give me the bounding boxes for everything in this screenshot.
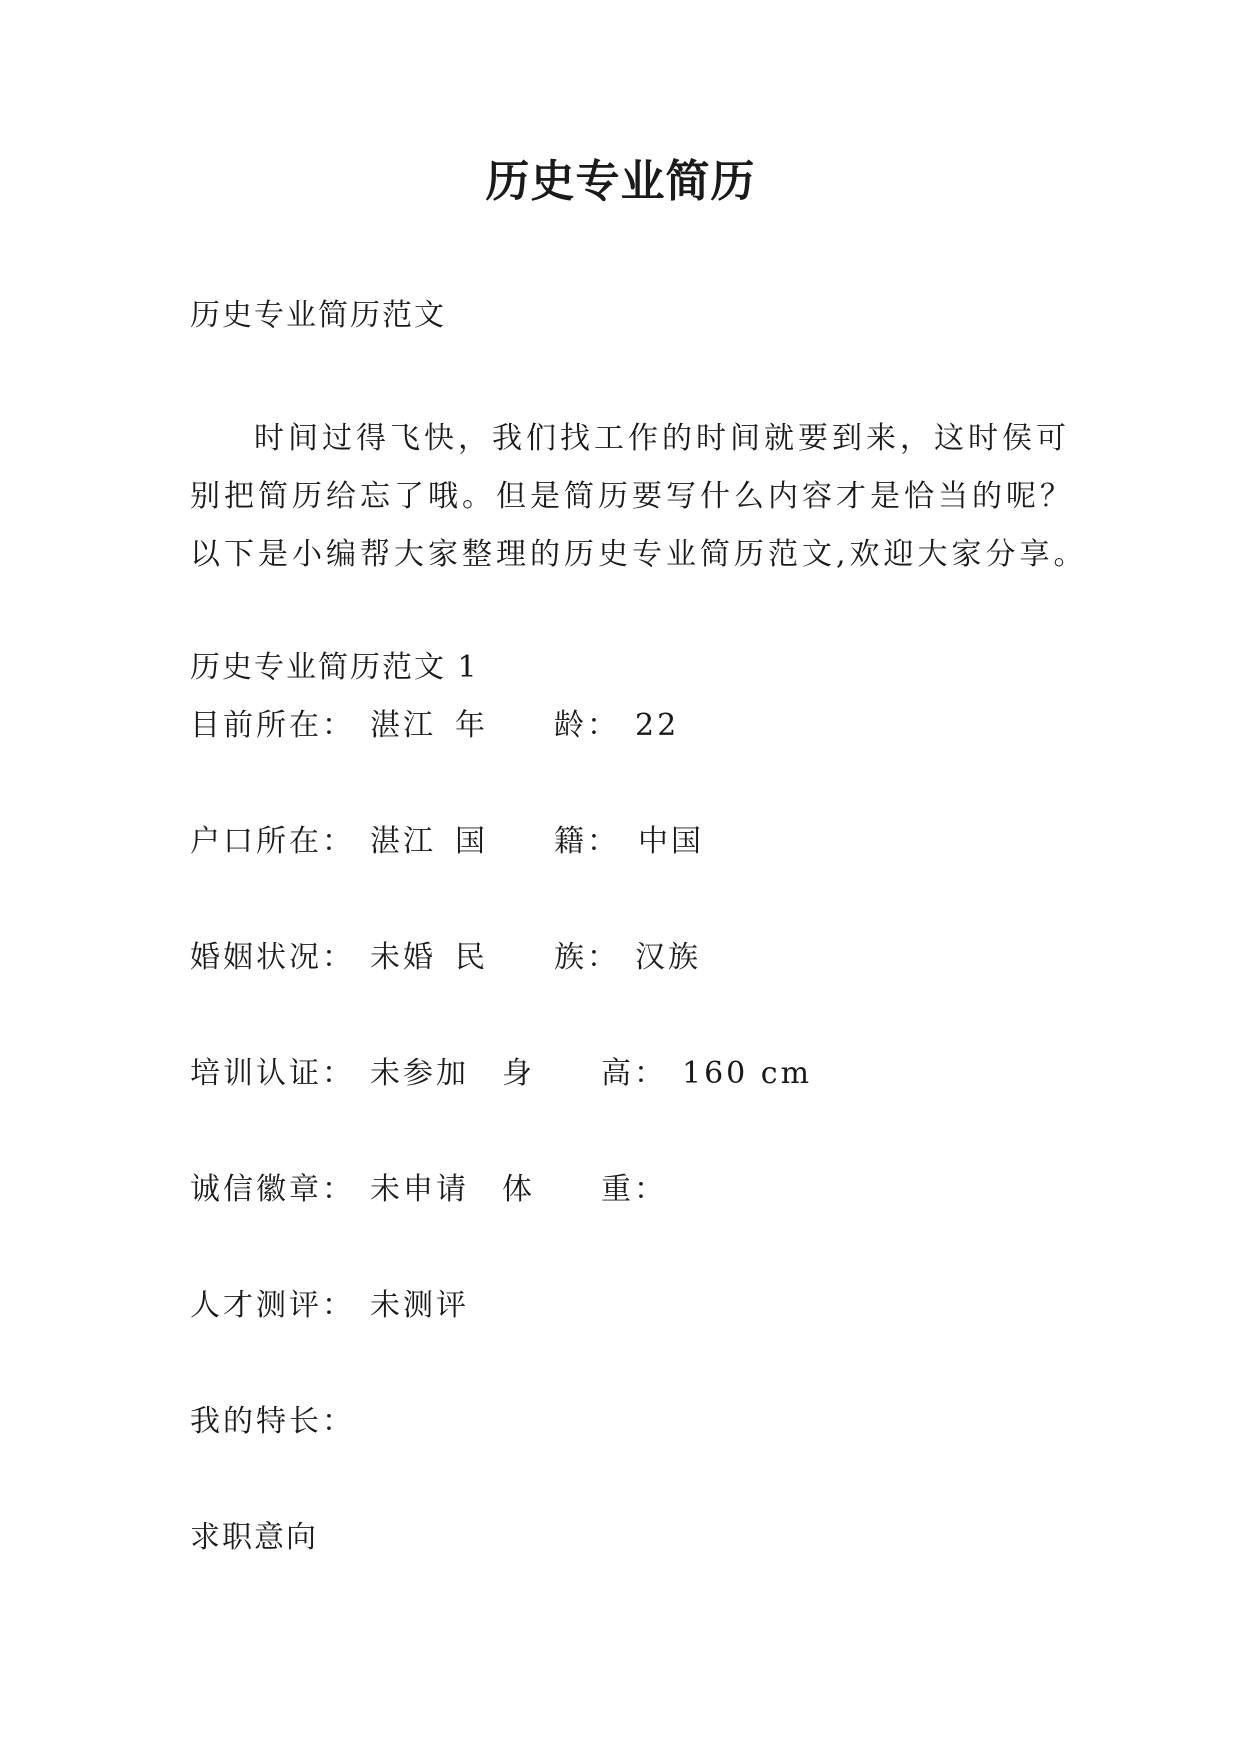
field-label-2: 身 高： [502,1056,667,1091]
field-value: 未参加 [370,1056,469,1091]
field-label-2: 民 族： [455,940,620,975]
field-label: 目前所在： [190,708,355,743]
intro-line-1: 时间过得飞快，我们找工作的时间就要到来，这时侯可 [254,421,1070,456]
field-value: 未婚 [370,940,436,975]
intro-line-2: 别把简历给忘了哦。但是简历要写什么内容才是恰当的呢？ [190,479,1074,514]
intro-line-3: 以下是小编帮大家整理的历史专业简历范文,欢迎大家分享。 [190,537,1088,572]
field-value-2: 22 [635,708,680,743]
field-value-2: 汉族 [635,940,701,975]
job-intention-heading: 求职意向 [190,1520,318,1555]
field-label-2: 年 龄： [455,708,620,743]
field-value: 未测评 [370,1288,469,1323]
field-value: 湛江 [370,824,436,859]
field-label-2: 体 重： [502,1172,667,1207]
page-title: 历史专业简历 [485,156,756,207]
field-value-2: 中国 [638,824,704,859]
intro-paragraph [190,410,1088,584]
field-label: 人才测评： [190,1288,355,1323]
field-label: 婚姻状况： [190,940,355,975]
field-label: 户口所在： [190,824,355,859]
field-value: 未申请 [370,1172,469,1207]
document-subtitle: 历史专业简历范文 [190,298,446,333]
field-value: 湛江 [370,708,436,743]
field-label: 我的特长： [190,1404,355,1439]
field-label: 培训认证： [190,1056,355,1091]
section-heading: 历史专业简历范文 1 [190,650,479,685]
field-label: 诚信徽章： [190,1172,355,1207]
field-row-specialty [190,1402,355,1522]
field-value-2: 160 cm [682,1056,813,1091]
field-label-2: 国 籍： [455,824,620,859]
